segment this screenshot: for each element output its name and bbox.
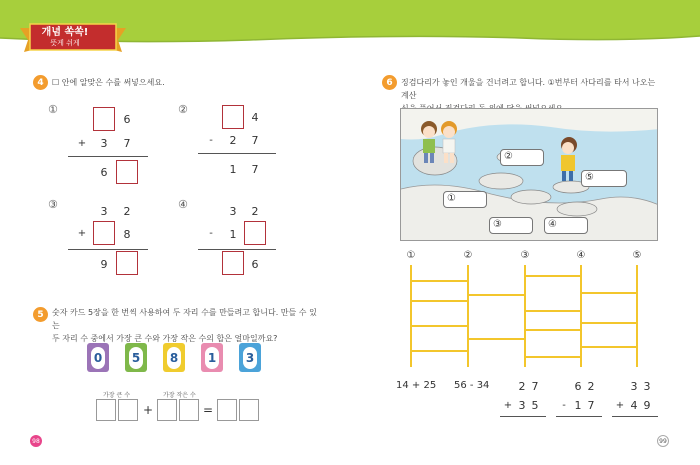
- question-5-badge: 5: [33, 307, 48, 322]
- bubble-label: ②: [504, 151, 513, 162]
- plus-sign: +: [503, 400, 513, 411]
- answer-bubble[interactable]: [443, 191, 487, 208]
- digit: 9: [643, 399, 651, 412]
- bubble-label: ①: [447, 193, 456, 204]
- ladder-rung: [580, 322, 636, 324]
- ladder-rung: [410, 350, 467, 352]
- bubble-label: ④: [548, 219, 557, 230]
- answer-box[interactable]: [217, 399, 237, 421]
- minus-sign: -: [209, 135, 213, 146]
- minus-sign: -: [209, 228, 213, 239]
- question-6-badge: 6: [382, 75, 397, 90]
- ladder-rung: [580, 346, 636, 348]
- answer-box[interactable]: [118, 399, 138, 421]
- header-subtitle: 뜻게 쉬게: [50, 39, 80, 47]
- ladder-label-1: ①: [406, 250, 416, 261]
- card-value: 0: [91, 347, 105, 369]
- sum-line: [612, 416, 658, 417]
- answer-bubble[interactable]: [500, 149, 544, 166]
- question-5-line-2: 두 자리 수 중에서 가장 큰 수와 가장 작은 수의 합은 얼마일까요?: [52, 334, 278, 343]
- digit: 2: [251, 205, 259, 218]
- digit: 6: [574, 380, 582, 393]
- digit: 3: [100, 205, 108, 218]
- stepping-stones-illustration: [400, 108, 658, 241]
- problem-4-label: ④: [178, 198, 188, 211]
- smallest-number-label: 가장 작은 수: [163, 392, 196, 399]
- ladder-rung: [467, 338, 524, 340]
- question-5-instruction: [52, 306, 322, 345]
- bubble-label: ⑤: [585, 172, 594, 183]
- digit: 2: [587, 380, 595, 393]
- digit: 8: [123, 228, 131, 241]
- card-value: 8: [167, 347, 181, 369]
- ladder-label-5: ⑤: [632, 250, 642, 261]
- ladder-label-3: ③: [520, 250, 530, 261]
- digit: 1: [574, 399, 582, 412]
- question-5-line-1: 숫자 카드 5장을 한 번씩 사용하여 두 자리 수를 만들려고 합니다. 만들 수 있는: [52, 308, 317, 330]
- header-title-block: [30, 27, 100, 49]
- digit: 3: [643, 380, 651, 393]
- digit: 7: [531, 380, 539, 393]
- answer-box[interactable]: [179, 399, 199, 421]
- ladder-line-4: [580, 265, 582, 367]
- answer-box[interactable]: [116, 251, 138, 275]
- digit: 2: [518, 380, 526, 393]
- digit: 7: [251, 163, 259, 176]
- ladder-rung: [524, 275, 580, 277]
- digit: 9: [100, 258, 108, 271]
- problem-2-label: ②: [178, 103, 188, 116]
- digit: 6: [123, 113, 131, 126]
- digit: 3: [229, 205, 237, 218]
- answer-box[interactable]: [93, 221, 115, 245]
- digit: 1: [229, 163, 237, 176]
- ladder-label-4: ④: [576, 250, 586, 261]
- ladder-rung: [580, 292, 636, 294]
- digit: 1: [229, 228, 237, 241]
- digit: 7: [587, 399, 595, 412]
- digit: 2: [229, 134, 237, 147]
- digit: 4: [251, 111, 259, 124]
- question-4-instruction: ☐ 안에 알맞은 수를 써넣으세요.: [52, 78, 165, 87]
- page-number-left: 98: [30, 435, 42, 447]
- plus-sign: +: [77, 138, 87, 149]
- page-number-right: 99: [657, 435, 669, 447]
- number-card: [87, 343, 109, 372]
- digit: 2: [123, 205, 131, 218]
- answer-box[interactable]: [239, 399, 259, 421]
- ladder-line-2: [467, 265, 469, 367]
- digit: 7: [123, 137, 131, 150]
- problem-1-label: ①: [48, 103, 58, 116]
- digit: 7: [251, 134, 259, 147]
- ladder-rung: [410, 325, 467, 327]
- number-card: [201, 343, 223, 372]
- ladder-rung: [524, 310, 580, 312]
- plus-sign: +: [77, 228, 87, 239]
- minus-sign: -: [562, 400, 566, 411]
- question-6-line-1: 징검다리가 놓인 개울을 건너려고 합니다. ①번부터 사다리를 타서 나오는 계산: [401, 78, 656, 100]
- answer-bubble[interactable]: [581, 170, 627, 187]
- ladder-rung: [524, 329, 580, 331]
- card-value: 3: [243, 347, 257, 369]
- sum-line: [68, 156, 148, 157]
- answer-box[interactable]: [93, 107, 115, 131]
- equals-sign: =: [203, 403, 214, 417]
- ladder-line-5: [636, 265, 638, 367]
- card-value: 5: [129, 347, 143, 369]
- digit: 3: [630, 380, 638, 393]
- digit: 3: [100, 137, 108, 150]
- expression-2: 56 - 34: [454, 380, 490, 391]
- digit: 6: [100, 166, 108, 179]
- expression-1: 14 + 25: [396, 380, 437, 391]
- number-card: [239, 343, 261, 372]
- ladder-label-2: ②: [463, 250, 473, 261]
- sum-line: [68, 249, 148, 250]
- plus-sign: +: [615, 400, 625, 411]
- sum-line: [198, 249, 276, 250]
- digit: 6: [251, 258, 259, 271]
- answer-box[interactable]: [116, 160, 138, 184]
- digit: 3: [518, 399, 526, 412]
- question-4-badge: 4: [33, 75, 48, 90]
- ladder-rung: [410, 280, 467, 282]
- answer-box[interactable]: [157, 399, 177, 421]
- ladder-rung: [524, 356, 580, 358]
- largest-number-label: 가장 큰 수: [103, 392, 130, 399]
- bubble-label: ③: [493, 219, 502, 230]
- answer-box[interactable]: [244, 221, 266, 245]
- sum-line: [500, 416, 546, 417]
- digit: 4: [630, 399, 638, 412]
- problem-3-label: ③: [48, 198, 58, 211]
- ladder-line-3: [524, 265, 526, 367]
- number-card: [163, 343, 185, 372]
- answer-box[interactable]: [222, 251, 244, 275]
- answer-bubble[interactable]: [489, 217, 533, 234]
- header-title: 개념 쏙쏙!: [41, 27, 89, 38]
- sum-line: [556, 416, 602, 417]
- card-value: 1: [205, 347, 219, 369]
- answer-bubble[interactable]: [544, 217, 588, 234]
- digit: 5: [531, 399, 539, 412]
- ladder-rung: [467, 294, 524, 296]
- sum-line: [198, 153, 276, 154]
- answer-box[interactable]: [96, 399, 116, 421]
- plus-sign: +: [143, 403, 154, 417]
- answer-box[interactable]: [222, 105, 244, 129]
- number-card: [125, 343, 147, 372]
- ladder-rung: [410, 300, 467, 302]
